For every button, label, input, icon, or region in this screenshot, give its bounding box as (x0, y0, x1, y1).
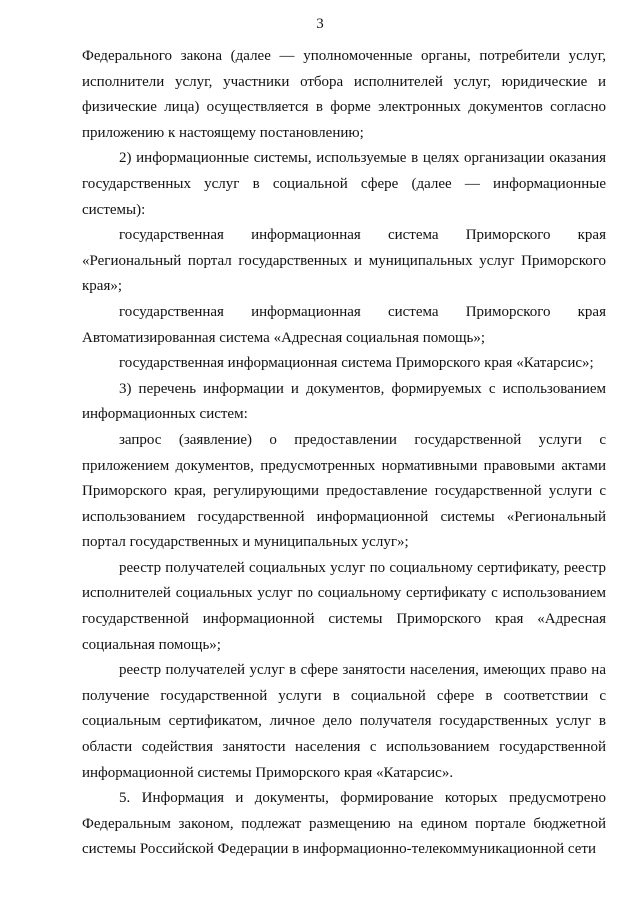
paragraph-10: 5. Информация и документы, формирование которых предусмотрено Федеральным законом, подлежат размещению на едином портале бюджетной системы Российской Федерации в информационно-телекоммуникационной сети (82, 790, 606, 858)
paragraph-3: государственная информационная система Приморского края «Региональный портал государственных и муниципальных услуг Приморского края»; (82, 227, 606, 295)
paragraph-6: 3) перечень информации и документов, формируемых с использованием информационных систем: (82, 380, 606, 423)
paragraph-4: государственная информационная система Приморского края Автоматизированная система «Адресная социальная помощь»; (82, 303, 606, 346)
paragraph-1: Федерального закона (далее — уполномоченные органы, потребители услуг, исполнители услуг, участники отбора исполнителей услуг, юридические и физические лица) осуществляется в форме электронных документов согласно приложению к настоящему постановлению; (82, 48, 606, 141)
page-number: 3 (316, 16, 324, 32)
document-body (82, 44, 606, 863)
paragraph-2: 2) информационные системы, используемые в целях организации оказания государственных услуг в социальной сфере (далее — информационные системы): (82, 150, 606, 218)
paragraph-9: реестр получателей услуг в сфере занятости населения, имеющих право на получение государственной услуги в социальной сфере в соответствии с социальным сертификатом, личное дело получателя государственных услуг в области содействия занятости населения с использованием государственной информационной системы Приморского края «Катарсис». (82, 662, 606, 781)
paragraph-5: государственная информационная система Приморского края «Катарсис»; (119, 355, 594, 372)
paragraph-7: запрос (заявление) о предоставлении государственной услуги с приложением документов, предусмотренных нормативными правовыми актами Приморского края, регулирующими предоставление государственной услуги с использованием государственной информационной системы «Региональный портал государственных и муниципальных услуг»; (82, 431, 606, 551)
paragraph-8: реестр получателей социальных услуг по социальному сертификату, реестр исполнителей социальных услуг по социальному сертификату с использованием государственной информационной системы Приморского края «Адресная социальная помощь»; (82, 559, 606, 653)
